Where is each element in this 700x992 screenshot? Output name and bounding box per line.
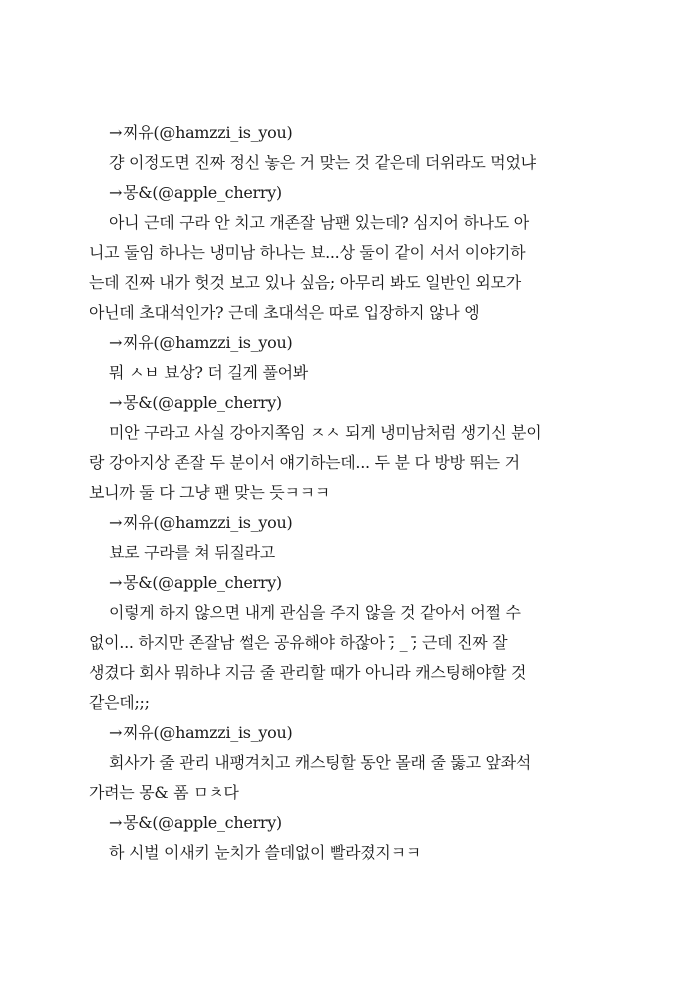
message-line: 아닌데 초대석인가? 근데 초대석은 따로 입장하지 않나 엥	[89, 303, 480, 322]
arrow-icon: →	[109, 393, 123, 412]
arrow-icon: →	[109, 123, 123, 142]
message-line: 회사가 줄 관리 내팽겨치고 캐스팅할 동안 몰래 줄 뚫고 앞좌석	[109, 753, 531, 772]
message-line: 가려는 몽& 폼 ㅁㅊ다	[89, 783, 239, 802]
message-line: 하 시벌 이새키 눈치가 쓸데없이 빨라졌지ㅋㅋ	[109, 843, 421, 862]
message-line: 니고 둘임 하나는 냉미남 하나는 뵤...상 둘이 같이 서서 이야기하	[89, 243, 526, 262]
speaker-name: 몽&(@apple_cherry)	[123, 183, 282, 202]
speaker-line	[89, 568, 587, 598]
message-line: 뵤로 구라를 쳐 뒤질라고	[109, 543, 275, 562]
speaker-name: 몽&(@apple_cherry)	[123, 573, 282, 592]
speaker-name: 찌유(@hamzzi_is_you)	[123, 513, 293, 532]
message-line: 없이... 하지만 존잘남 썰은 공유해야 하잖아 ;̄ _ ;̄ 근데 진짜 잘	[89, 633, 508, 652]
speaker-line	[89, 328, 587, 358]
arrow-icon: →	[109, 813, 123, 832]
message-line: 이렇게 하지 않으면 내게 관심을 주지 않을 것 같아서 어쩔 수	[109, 603, 521, 622]
arrow-icon: →	[109, 573, 123, 592]
message-line: 아니 근데 구라 안 치고 개존잘 남팬 있는데? 심지어 하나도 아	[109, 213, 529, 232]
arrow-icon: →	[109, 183, 123, 202]
speaker-name: 찌유(@hamzzi_is_you)	[123, 723, 293, 742]
speaker-line	[89, 118, 587, 148]
message-line: 같은데;;;	[89, 693, 150, 712]
message-line: 보니까 둘 다 그냥 팬 맞는 듯ㅋㅋㅋ	[89, 483, 330, 502]
speaker-line	[89, 178, 587, 208]
arrow-icon: →	[109, 723, 123, 742]
speaker-line	[89, 808, 587, 838]
arrow-icon: →	[109, 513, 123, 532]
speaker-name: 몽&(@apple_cherry)	[123, 813, 282, 832]
message-line: 미안 구라고 사실 강아지쪽임 ㅈㅅ 되게 냉미남처럼 생기신 분이	[109, 423, 542, 442]
document-page	[89, 118, 587, 868]
speaker-line	[89, 508, 587, 538]
message-line: 걍 이정도면 진짜 정신 놓은 거 맞는 것 같은데 더위라도 먹었냐	[109, 153, 536, 172]
arrow-icon: →	[109, 333, 123, 352]
message-line: 랑 강아지상 존잘 두 분이서 얘기하는데... 두 분 다 방방 뛰는 거	[89, 453, 520, 472]
speaker-name: 찌유(@hamzzi_is_you)	[123, 123, 293, 142]
speaker-line	[89, 718, 587, 748]
message-line: 는데 진짜 내가 헛것 보고 있나 싶음; 아무리 봐도 일반인 외모가	[89, 273, 521, 292]
speaker-line	[89, 388, 587, 418]
message-line: 뭐 ㅅㅂ 뵤상? 더 길게 풀어봐	[109, 363, 308, 382]
speaker-name: 몽&(@apple_cherry)	[123, 393, 282, 412]
speaker-name: 찌유(@hamzzi_is_you)	[123, 333, 293, 352]
message-line: 생겼다 회사 뭐하냐 지금 줄 관리할 때가 아니라 캐스팅해야할 것	[89, 663, 527, 682]
